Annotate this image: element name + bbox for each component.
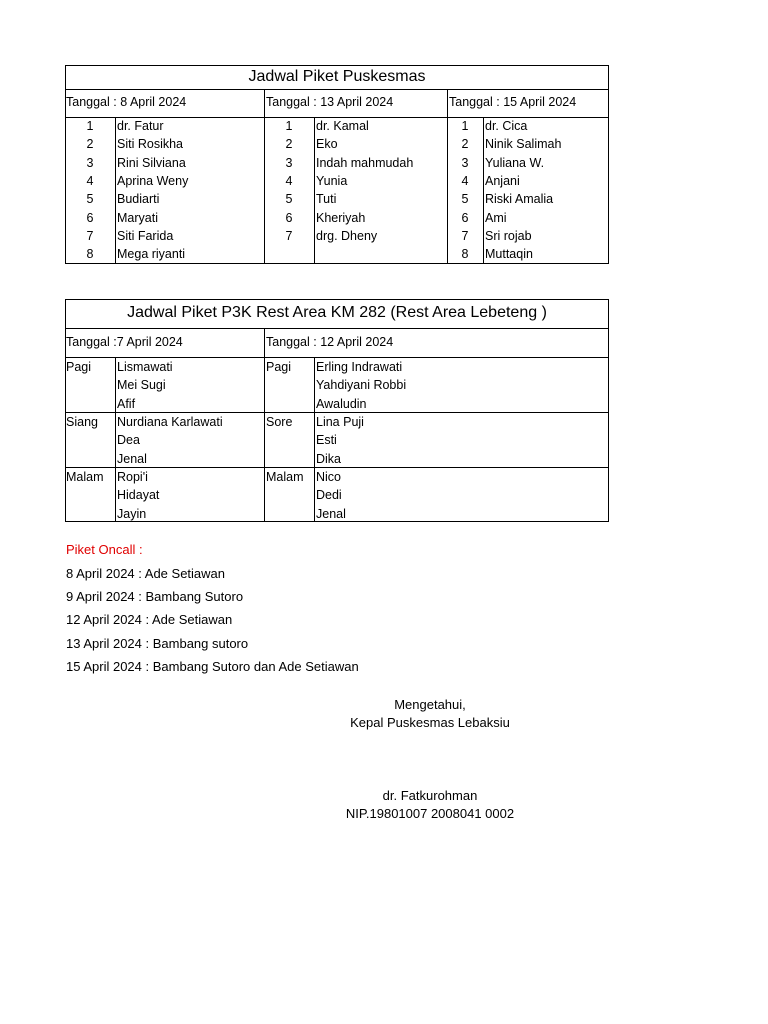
staff-name: Siti Rosikha	[117, 137, 183, 152]
date-header: Tanggal : 15 April 2024	[449, 95, 577, 109]
date-header: Tanggal :7 April 2024	[66, 335, 183, 349]
date-header: Tanggal : 13 April 2024	[266, 95, 394, 109]
staff-name: Jenal	[117, 451, 147, 466]
shift-label: Sore	[266, 414, 293, 429]
staff-name: Tuti	[316, 192, 337, 207]
staff-name: Budiarti	[117, 192, 160, 207]
date-header: Tanggal : 12 April 2024	[266, 335, 394, 349]
acknowledge-text: Mengetahui,	[394, 697, 466, 712]
row-number: 5	[86, 192, 94, 207]
staff-name: Jenal	[316, 506, 346, 521]
shift-label: Siang	[66, 414, 98, 429]
staff-name: Muttaqin	[485, 247, 533, 262]
staff-name: Dika	[316, 451, 342, 466]
shift-label: Malam	[66, 469, 104, 484]
row-number: 2	[86, 137, 94, 152]
staff-name: Yuliana W.	[485, 155, 545, 170]
divider	[65, 328, 609, 329]
oncall-item: 12 April 2024 : Ade Setiawan	[66, 612, 233, 627]
divider	[314, 357, 315, 522]
staff-name: Yunia	[316, 173, 348, 188]
row-number: 1	[86, 119, 94, 133]
staff-name: dr. Cica	[485, 119, 528, 133]
row-number: 5	[285, 192, 293, 207]
oncall-item: 15 April 2024 : Bambang Sutoro dan Ade Setiawan	[66, 659, 359, 674]
staff-name: Yahdiyani Robbi	[316, 378, 407, 392]
divider	[264, 328, 265, 522]
staff-name: Dedi	[316, 488, 342, 502]
row-number: 6	[461, 210, 469, 225]
staff-name: Siti Farida	[117, 228, 174, 243]
row-number: 8	[86, 247, 94, 262]
signer-position: Kepal Puskesmas Lebaksiu	[350, 715, 510, 730]
oncall-heading: Piket Oncall :	[66, 542, 143, 557]
divider	[115, 357, 116, 522]
staff-name: Indah mahmudah	[316, 155, 414, 170]
staff-name: Afif	[117, 396, 136, 411]
row-number: 3	[285, 155, 293, 170]
row-number: 5	[461, 192, 469, 207]
staff-name: Sri rojab	[485, 228, 532, 243]
divider	[65, 89, 609, 90]
row-number: 2	[461, 137, 469, 152]
staff-name: Jayin	[117, 506, 147, 521]
staff-name: Riski Amalia	[485, 192, 554, 207]
oncall-item: 13 April 2024 : Bambang sutoro	[66, 636, 249, 651]
staff-name: Mega riyanti	[117, 247, 186, 262]
row-number: 4	[86, 173, 94, 188]
staff-name: Esti	[316, 433, 337, 447]
staff-name: dr. Fatur	[117, 119, 164, 133]
date-header: Tanggal : 8 April 2024	[66, 95, 187, 109]
staff-name: Ropi'i	[117, 469, 148, 484]
staff-name: Aprina Weny	[117, 173, 189, 188]
row-number: 7	[86, 228, 94, 243]
staff-name: Awaludin	[316, 396, 367, 411]
divider	[115, 117, 116, 264]
staff-name: Dea	[117, 433, 140, 447]
table-title: Jadwal Piket Puskesmas	[248, 68, 426, 85]
staff-name: Maryati	[117, 210, 158, 225]
staff-name: Nico	[316, 469, 342, 484]
row-number: 1	[285, 119, 293, 133]
row-number: 6	[86, 210, 94, 225]
table-title: Jadwal Piket P3K Rest Area KM 282 (Rest Area Lebeteng )	[127, 304, 547, 321]
signer-name: dr. Fatkurohman	[382, 788, 478, 803]
divider	[314, 117, 315, 264]
shift-label: Malam	[266, 469, 304, 484]
oncall-item: 8 April 2024 : Ade Setiawan	[66, 566, 226, 581]
staff-name: drg. Dheny	[316, 228, 378, 243]
row-number: 6	[285, 210, 293, 225]
staff-name: Erling Indrawati	[316, 359, 403, 374]
staff-name: Rini Silviana	[117, 155, 186, 170]
oncall-item: 9 April 2024 : Bambang Sutoro	[66, 589, 244, 604]
staff-name: Anjani	[485, 173, 520, 188]
row-number: 7	[461, 228, 469, 243]
staff-name: Ninik Salimah	[485, 137, 562, 152]
staff-name: Eko	[316, 137, 338, 152]
staff-name: Kheriyah	[316, 210, 366, 225]
row-number: 1	[461, 119, 469, 133]
staff-name: Lismawati	[117, 359, 173, 374]
staff-name: dr. Kamal	[316, 119, 369, 133]
row-number: 4	[285, 173, 293, 188]
staff-name: Hidayat	[117, 488, 160, 502]
staff-name: Mei Sugi	[117, 378, 166, 392]
shift-label: Pagi	[66, 359, 92, 374]
row-number: 4	[461, 173, 469, 188]
signer-nip: NIP.19801007 2008041 0002	[345, 806, 515, 821]
row-number: 2	[285, 137, 293, 152]
row-number: 7	[285, 228, 293, 243]
shift-label: Pagi	[266, 359, 292, 374]
row-number: 3	[86, 155, 94, 170]
staff-name: Lina Puji	[316, 414, 364, 429]
staff-name: Ami	[485, 210, 507, 225]
row-number: 8	[461, 247, 469, 262]
row-number: 3	[461, 155, 469, 170]
staff-name: Nurdiana Karlawati	[117, 414, 223, 429]
